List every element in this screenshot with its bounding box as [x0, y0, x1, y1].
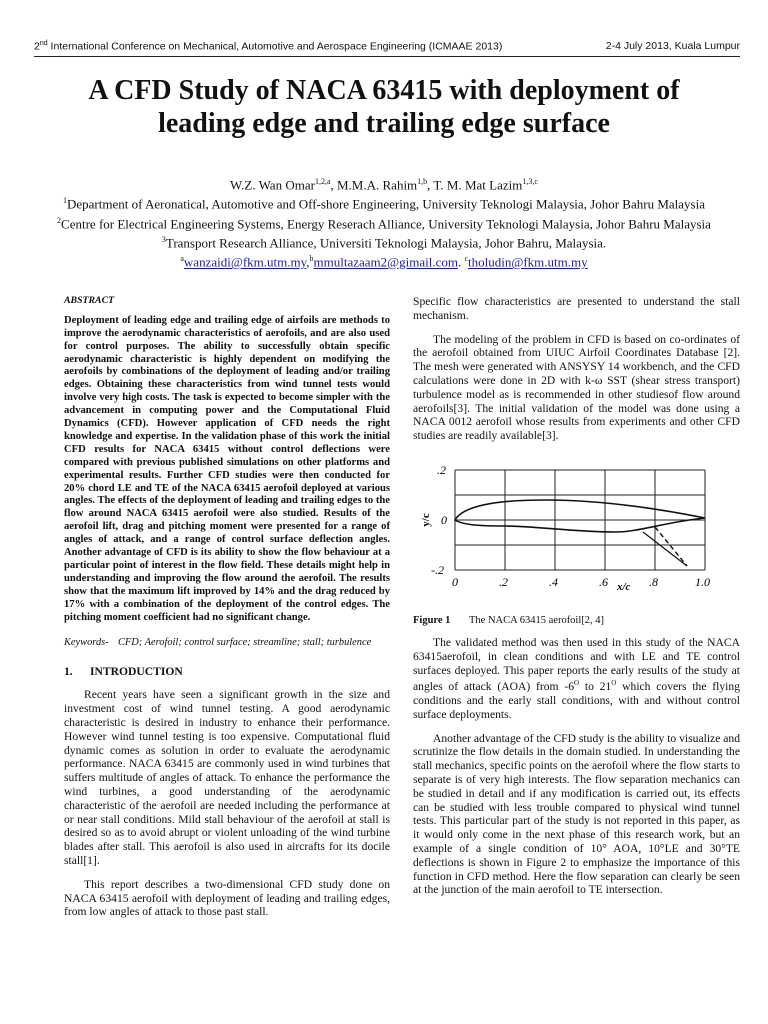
x-tick-label: 1.0	[695, 575, 710, 589]
author-name: , T. M. Mat Lazim	[427, 177, 523, 193]
paragraph-text: to 21	[579, 680, 612, 694]
abstract-heading: ABSTRACT	[64, 295, 115, 306]
affiliation-3	[40, 232, 728, 251]
affiliation-text: Centre for Electrical Engineering Systems, Energy Reserach Alliance, University Teknologi Malaysia, Johor Bahru Malaysia	[61, 215, 711, 231]
affiliation-1	[40, 193, 728, 212]
paper-title-line-2: leading edge and trailing edge surface	[158, 108, 610, 139]
affiliation-text: Transport Research Alliance, Universiti Teknologi Malaysia, Johor Bahru, Malaysia.	[165, 235, 607, 251]
right-paragraph-4: Another advantage of the CFD study is the ability to visualize and scrutinize the flow details in the domain studied. In understanding the stall mechanics, specific points on the aerofoil where the flow starts to separate is of very high interests. The flow separation mechanics can be studied in detail and if any modification is carried out, its effects can be studied with less trouble compared to physical wind tunnel tests. This particular part of the study is not reported in this paper, as it would only come in the next phase of this research work, but an example of a single condition of 10° AOA, 10°LE and 30°TE deflections is shown in Figure 2 to emphasize the importance of this function in CFD method. Here the flow separation can clearly be seen at the junction of the main aerofoil to TE intersection.	[413, 731, 740, 897]
email-separator: ,	[306, 254, 310, 270]
y-tick-label: .2	[437, 463, 446, 477]
trailing-edge-deflection	[655, 527, 687, 566]
section-heading-introduction	[64, 665, 390, 679]
email-link-a[interactable]: wanzaidi@fkm.utm.my	[183, 254, 307, 270]
right-column-lower	[413, 636, 740, 897]
conference-name	[34, 40, 502, 53]
keywords-label: Keywords-	[64, 636, 109, 648]
email-sup: c	[464, 254, 469, 264]
author-name: W.Z. Wan Omar	[230, 177, 315, 193]
intro-paragraph-2: This report describes a two-dimensional CFD study done on NACA 63415 aerofoil with deployment of leading and trailing edges, from low angles of attack to those past stall.	[64, 877, 390, 919]
x-tick-label: .2	[499, 575, 508, 589]
aerofoil-outline	[455, 500, 705, 532]
y-axis-label: y/c	[420, 513, 432, 527]
affiliation-sup: 1	[63, 196, 67, 206]
paragraph-text: which covers the flying conditions and the early stall conditions, with and without control surface deployments.	[413, 680, 740, 721]
running-header	[34, 36, 740, 57]
affiliation-2	[40, 213, 728, 232]
degree-sup: O	[574, 679, 580, 688]
figure-1-caption	[413, 615, 740, 626]
paper-title	[30, 74, 738, 140]
figure-caption-text: The NACA 63415 aerofoil[2, 4]	[469, 615, 605, 626]
left-column	[64, 294, 390, 919]
author-list	[40, 174, 728, 193]
right-column-upper	[413, 295, 740, 443]
paper-title-line-1: A CFD Study of NACA 63415 with deployment of	[88, 75, 680, 106]
email-sup: a	[180, 254, 184, 264]
author-sup: 1,3,c	[522, 177, 538, 186]
email-separator: .	[457, 254, 465, 270]
paragraph-text: The validated method was then used in this study of the NACA 63415aerofoil, in clean conditions and with LE and TE control surfaces deployed. This paper reports the early results of the study at angles of attack (AOA) from -6	[413, 636, 740, 694]
email-link-c[interactable]: tholudin@fkm.utm.my	[468, 254, 588, 270]
conference-dates: 2-4 July 2013, Kuala Lumpur	[605, 40, 740, 52]
plot-grid	[455, 470, 705, 570]
email-link-b[interactable]: mmultazaam2@gimail.com	[313, 254, 458, 270]
degree-sup: O	[611, 679, 617, 688]
email-sup: b	[309, 254, 314, 264]
affiliation-sup: 3	[161, 234, 166, 244]
y-tick-label: -.2	[431, 563, 444, 577]
x-tick-label: 0	[452, 575, 458, 589]
author-sup: 1,b	[417, 177, 428, 186]
intro-paragraph-1: Recent years have seen a significant growth in the size and investment cost of wind tunnel testing. A good aerodynamic characteristic is desired in industry to enhance their performance. However wind tunnel testing is too expensive. Computational fluid dynamic comes as solution in order to evaluate the aerodynamic performance. NACA 63415 are commonly used in wind turbines that suffers multitude of angles of attack. To enhance the performance the wind turbines, a good understanding of the aerodynamic characteristic of the aerofoil are needed including the performance at or near stall conditions. Mild stall behaviour of the aerofoil at stall is desired so as to avoid abrupt or violent unloading of the wind turbine blades after stall. This aerofoil is also used in aircrafts for its docile stall[1].	[64, 688, 390, 867]
x-tick-label: .4	[549, 575, 558, 589]
right-paragraph-3	[413, 636, 740, 722]
section-title: INTRODUCTION	[90, 664, 183, 678]
right-paragraph-2: The modeling of the problem in CFD is based on co-ordinates of the aerofoil obtained from UIUC Airfoil Coordinates Database [2]. The mesh were generated with ANSYSY 14 workbench, and the CFD calculations were done in 2D with k-ω SST (shear stress transport) turbulence model as is recommended in other studiesof flow around aerofoils[3]. The initial validation of the model was done using a NACA 0012 aerofoil whose results from experiments and other CFD studies are readily available[3].	[413, 332, 740, 443]
affiliation-sup: 2	[57, 215, 62, 225]
abstract-text: Deployment of leading edge and trailing edge of airfoils are methods to improve the aerodynamic characteristics of aerofoils, and are also used for control purposes. The ability to successfully obtain specific aerodynamic characteristic is highly dependent on modifying the aerofoils by combinations of the deployment of leading and/or trailing edges. Obtaining these characteristics from wind tunnel tests would involve very high costs. The task is expected to become simpler with the advancement in computing power and the Computational Fluid Dynamics (CFD). However application of CFD needs the right knowledge and expertise. In the validation phase of this work the initial CFD results for NACA 63415 without control deflections were compared with previous published simulations on other platforms and experimental results. Further CFD studies were then conducted for 20% chord LE and TE of the NACA 63415 aerofoil deployed at various angles. The effects of the deployment of leading and trailing edges to the flow around NACA 63415 aerofoil were also studied. Results of the aerofoil lift, drag and pitching moment were presented for a range of angles of attack, and a range of control surface deflection angles. Another advantage of CFD is its ability to show the flow behaviour at a particular point of interest in the flow field. These details might help in understanding and improving the flow around the aerofoil. The results show that the maximum lift improved by 14% and the drag reduced by 17% with a combination of the deployment of the control edges. The pitching moment coefficient had no significant change.	[64, 314, 390, 623]
affiliation-text: Department of Aeronatical, Automotive and Off-shore Engineering, University Teknologi Malaysia, Johor Bahru Malaysia	[67, 196, 705, 212]
conference-ordinal-sup: nd	[39, 40, 48, 47]
right-paragraph-1: Specific flow characteristics are presented to understand the stall mechanism.	[413, 295, 740, 322]
x-tick-label: .6	[599, 575, 608, 589]
conference-ordinal: 2	[34, 40, 40, 53]
figure-1	[415, 462, 745, 600]
email-line	[40, 251, 728, 270]
y-tick-label: 0	[441, 513, 447, 527]
aerofoil-plot	[415, 462, 745, 600]
keywords-text: CFD; Aerofoil; control surface; streamline; stall; turbulence	[118, 636, 372, 648]
figure-label: Figure 1	[413, 615, 451, 626]
author-block	[40, 174, 728, 271]
author-sup: 1,2,a	[314, 177, 331, 186]
x-tick-label: .8	[649, 575, 658, 589]
trailing-edge-lower	[643, 532, 687, 566]
conference-title: International Conference on Mechanical, Automotive and Aerospace Engineering (ICMAAE 2013)	[47, 40, 503, 53]
keywords	[64, 637, 390, 649]
x-axis-label: x/c	[617, 581, 631, 593]
section-number: 1.	[64, 664, 73, 678]
author-name: , M.M.A. Rahim	[330, 177, 418, 193]
